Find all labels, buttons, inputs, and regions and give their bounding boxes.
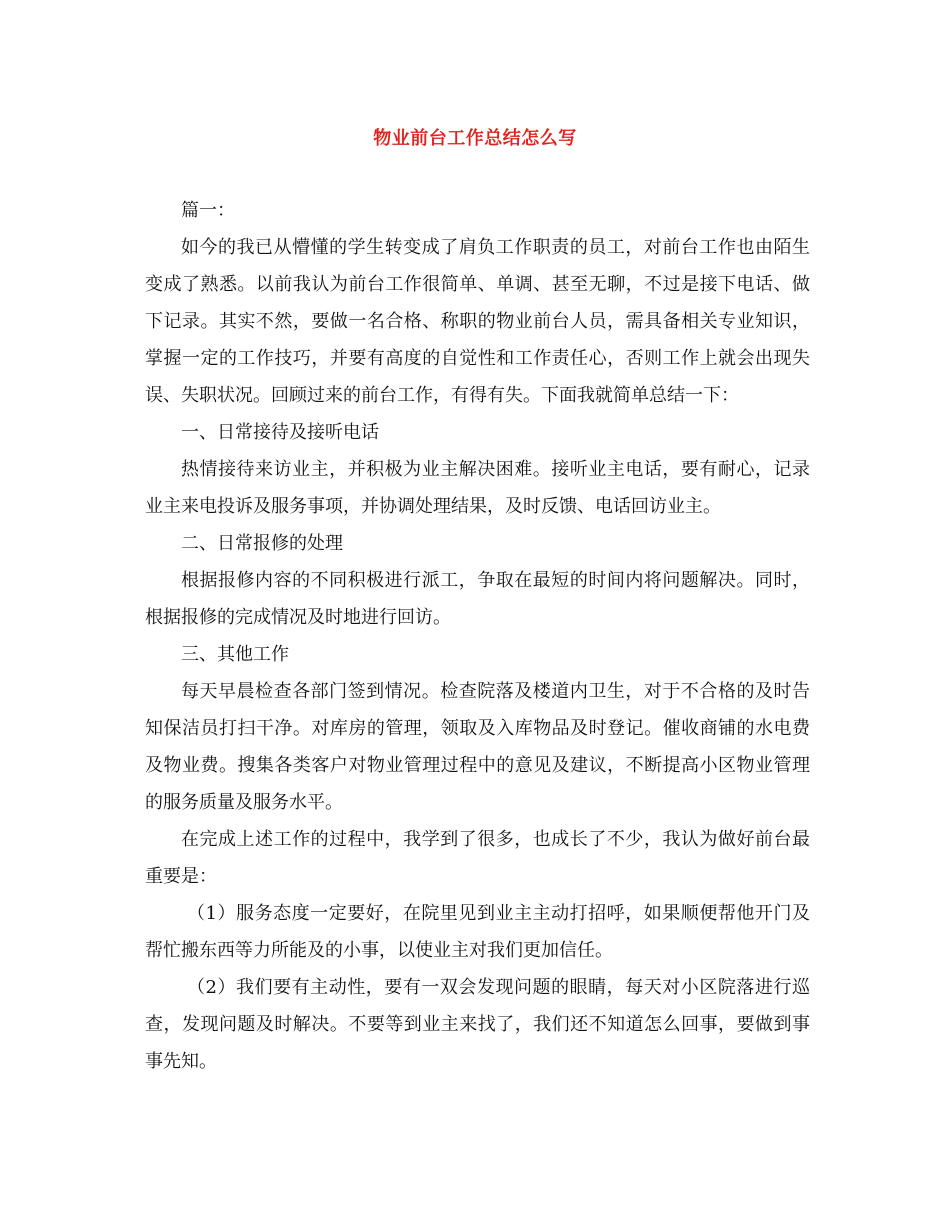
list-item-2: （2）我们要有主动性，要有一双会发现问题的眼睛，每天对小区院落进行巡查，发现问题及时解决。不要等到业主来找了，我们还不知道怎么回事，要做到事事先知。 — [145, 977, 810, 1072]
paragraph-reception: 热情接待来访业主，并积极为业主解决困难。接听业主电话，要有耐心，记录业主来电投诉及服务事项，并协调处理结果，及时反馈、电话回访业主。 — [145, 459, 810, 517]
heading-other-work: 三、其他工作 — [181, 644, 289, 665]
heading-repairs: 二、日常报修的处理 — [181, 533, 343, 554]
paragraph-other-work: 每天早晨检查各部门签到情况。检查院落及楼道内卫生，对于不合格的及时告知保洁员打扫干净。对库房的管理，领取及入库物品及时登记。催收商铺的水电费及物业费。搜集各类客户对物业管理过程中的意见及建议，不断提高小区物业管理的服务质量及服务水平。 — [145, 681, 810, 813]
heading-reception: 一、日常接待及接听电话 — [181, 422, 379, 443]
paragraph-repairs: 根据报修内容的不同积极进行派工，争取在最短的时间内将问题解决。同时，根据报修的完成情况及时地进行回访。 — [145, 570, 810, 628]
list-item-1: （1）服务态度一定要好，在院里见到业主主动打招呼，如果顺便帮他开门及帮忙搬东西等力所能及的小事，以使业主对我们更加信任。 — [145, 903, 810, 961]
intro-paragraph: 如今的我已从懵懂的学生转变成了肩负工作职责的员工，对前台工作也由陌生变成了熟悉。以前我认为前台工作很简单、单调、甚至无聊，不过是接下电话、做下记录。其实不然，要做一名合格、称职的物业前台人员，需具备相关专业知识，掌握一定的工作技巧，并要有高度的自觉性和工作责任心，否则工作上就会出现失误、失职状况。回顾过来的前台工作，有得有失。下面我就简单总结一下： — [145, 237, 810, 406]
document-title: 物业前台工作总结怎么写 — [373, 128, 577, 149]
document-body — [145, 192, 810, 1080]
section-label: 篇一： — [181, 200, 235, 221]
paragraph-summary: 在完成上述工作的过程中，我学到了很多，也成长了不少，我认为做好前台最重要是： — [145, 829, 810, 887]
